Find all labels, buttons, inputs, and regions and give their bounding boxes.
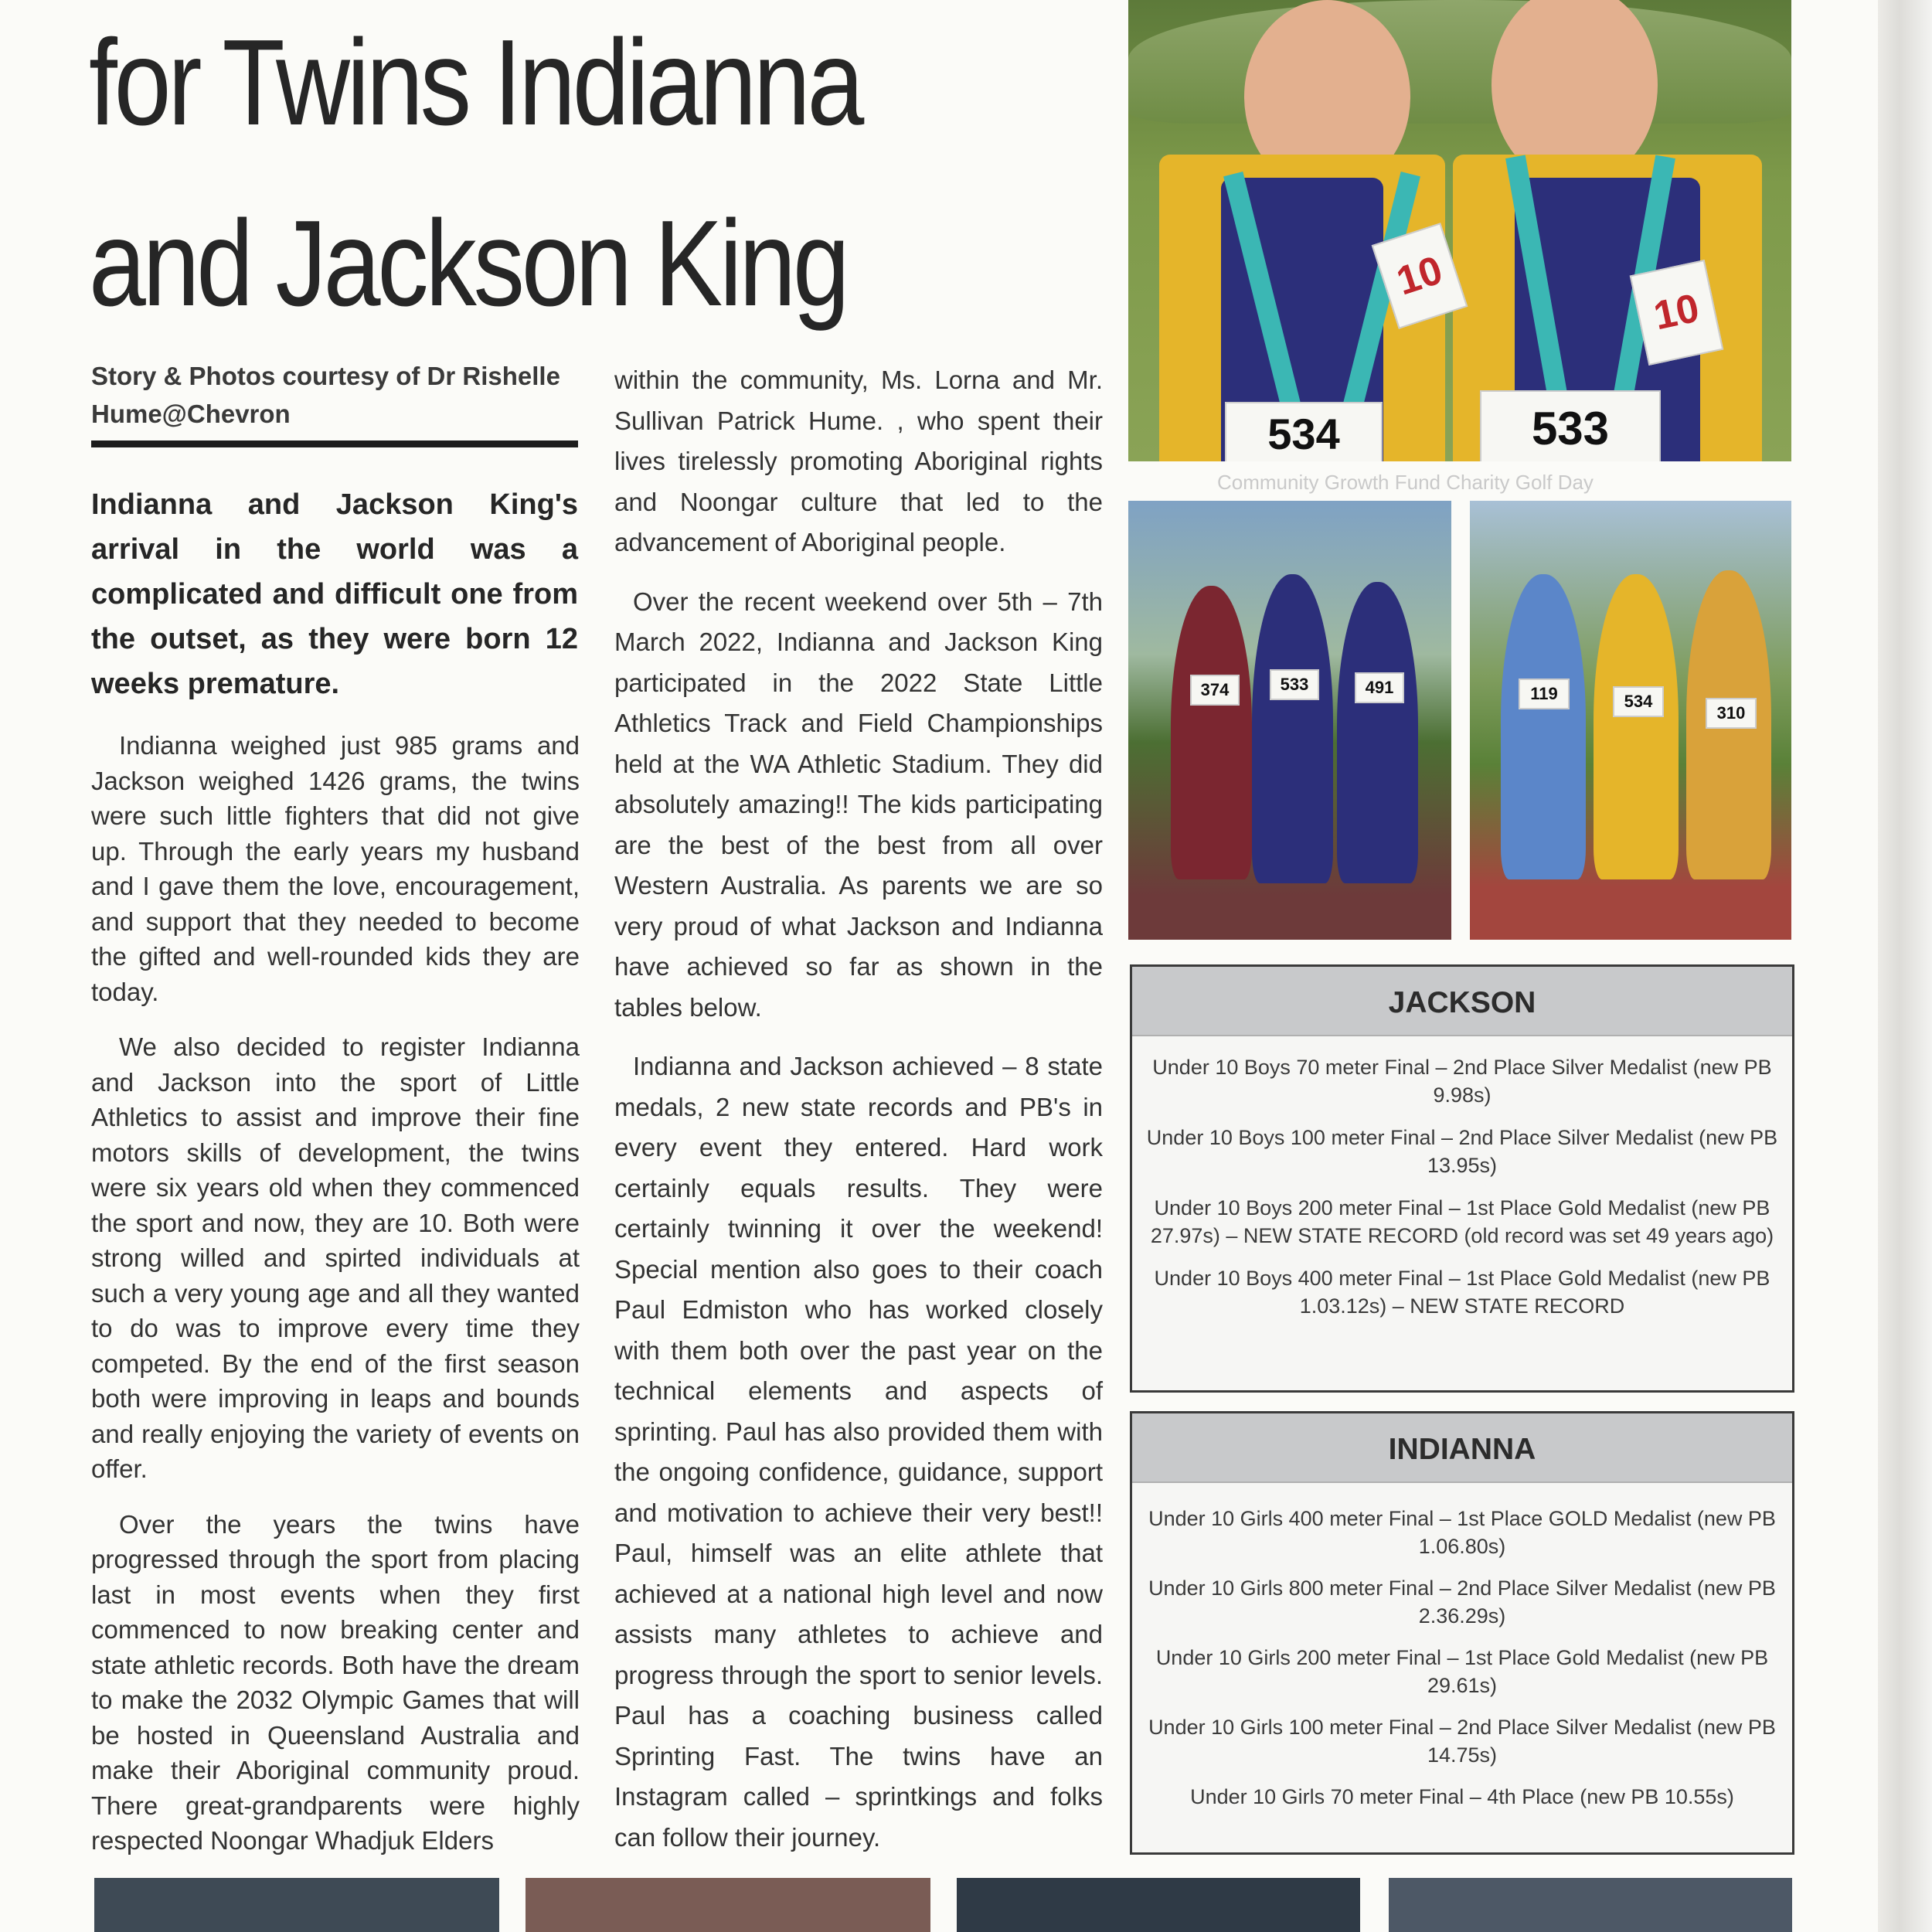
- result-item: Under 10 Boys 70 meter Final – 2nd Place Silver Medalist (new PB 9.98s): [1152, 1056, 1772, 1107]
- race-bib: 491: [1355, 672, 1404, 703]
- bottom-photo-3: [957, 1878, 1360, 1932]
- girl-athlete: [1501, 574, 1586, 879]
- page-edge: [1878, 0, 1932, 1932]
- result-item: Under 10 Boys 100 meter Final – 2nd Place Silver Medalist (new PB 13.95s): [1146, 1126, 1778, 1177]
- paragraph: We also decided to register Indianna and Jackson into the sport of Little Athletics to assist and improve their fine motors skills of development, the twins were six years old when they commenced the sport and now, they are 10. Both were strong willed and spirted individuals at such a very young age and all they wanted to do was to improve every time they competed. By the end of the first season both were improving in leaps and bounds and really enjoying the variety of events on offer.: [91, 1032, 580, 1483]
- byline: Story & Photos courtesy of Dr Rishelle Hume@Chevron: [91, 362, 560, 428]
- race-bib: 374: [1190, 675, 1240, 706]
- indianna-results-list: [1132, 1483, 1792, 1811]
- lead-paragraph: Indianna and Jackson King's arrival in the world was a complicated and difficult one from the outset, as they were born 12 weeks premature.: [91, 488, 578, 700]
- result-item: Under 10 Girls 100 meter Final – 2nd Place Silver Medalist (new PB 14.75s): [1148, 1716, 1776, 1767]
- twins-medal-photo: [1128, 0, 1791, 461]
- boys-podium-photo: [1128, 501, 1451, 940]
- result-item: Under 10 Girls 400 meter Final – 1st Place GOLD Medalist (new PB 1.06.80s): [1148, 1507, 1776, 1558]
- race-bib: 534: [1613, 686, 1664, 717]
- boy-athlete: [1337, 582, 1418, 883]
- race-bib: 119: [1519, 679, 1570, 709]
- bottom-photo-2: [526, 1878, 930, 1932]
- paragraph: Indianna weighed just 985 grams and Jackson weighed 1426 grams, the twins were such little fighters that did not give up. Through the early years my husband and I gave them the love, encouragement, and support that they needed to become the gifted and well-rounded kids they are today.: [91, 731, 580, 1006]
- boy-athlete: [1171, 586, 1252, 879]
- race-bib: 533: [1270, 669, 1319, 700]
- article-column-2: [614, 360, 1103, 1876]
- result-item: Under 10 Boys 200 meter Final – 1st Place Gold Medalist (new PB 27.97s) – NEW STATE RECORD (old record was set 49 years ago): [1150, 1196, 1774, 1247]
- paragraph: Indianna and Jackson achieved – 8 state medals, 2 new state records and PB's in every event they entered. Hard work certainly equals results. They were certainly twinning it over the weekend! Special mention also goes to their coach Paul Edmiston who has worked closely with them both over the past year on the technical elements and aspects of sprinting. Paul has also provided them with the ongoing confidence, guidance, support and motivation to achieve their very best!! Paul, himself was an elite athlete that achieved at a national high level and now assists many athletes to achieve and progress through the sport to senior levels. Paul has a coaching business called Sprinting Fast. The twins have an Instagram called – sprintkings and folks can follow their journey.: [614, 1052, 1103, 1852]
- result-item: Under 10 Boys 400 meter Final – 1st Place Gold Medalist (new PB 1.03.12s) – NEW STATE RECORD: [1154, 1267, 1770, 1318]
- race-bib: 310: [1706, 698, 1757, 729]
- bleed-through-caption: Community Growth Fund Charity Golf Day: [1217, 471, 1594, 494]
- result-item: Under 10 Girls 800 meter Final – 2nd Place Silver Medalist (new PB 2.36.29s): [1148, 1577, 1776, 1628]
- bottom-photo-4: [1389, 1878, 1792, 1932]
- result-item: Under 10 Girls 200 meter Final – 1st Place Gold Medalist (new PB 29.61s): [1155, 1646, 1769, 1697]
- indianna-results-title: INDIANNA: [1132, 1413, 1792, 1483]
- bottom-photo-1: [94, 1878, 499, 1932]
- paragraph: Over the years the twins have progressed through the sport from placing last in most events when they first commenced to now breaking center and state athletic records. Both have the dream to make the 2032 Olympic Games that will be hosted in Queensland Australia and make their Aboriginal community proud. There great-grandparents were highly respected Noongar Whadjuk Elders: [91, 1509, 580, 1855]
- photo-background: [1128, 0, 1791, 124]
- paragraph: Over the recent weekend over 5th – 7th March 2022, Indianna and Jackson King participated in the 2022 State Little Athletics Track and Field Championships held at the WA Athletic Stadium. They did absolutely amazing!! The kids participating are the best of the best from all over Western Australia. As parents we are so very proud of what Jackson and Indianna have achieved so far as shown in the tables below.: [614, 587, 1103, 1022]
- byline-rule: [91, 440, 578, 447]
- race-bib: 10: [1372, 223, 1468, 328]
- jackson-results-list: [1132, 1036, 1792, 1320]
- article-column-1: [91, 728, 580, 1879]
- headline: [89, 0, 933, 354]
- girls-podium-photo: [1470, 501, 1791, 940]
- headline-line-1: for Twins Indianna: [89, 15, 862, 151]
- indianna-results-box: [1130, 1411, 1794, 1855]
- jackson-results-title: JACKSON: [1132, 967, 1792, 1036]
- result-item: Under 10 Girls 70 meter Final – 4th Place (new PB 10.55s): [1190, 1785, 1734, 1808]
- race-bib: 10: [1630, 260, 1724, 366]
- jackson-results-box: [1130, 964, 1794, 1393]
- race-bib: 533: [1480, 390, 1661, 461]
- race-bib: 534: [1225, 402, 1383, 461]
- paragraph: within the community, Ms. Lorna and Mr. Sullivan Patrick Hume. , who spent their lives tirelessly promoting Aboriginal rights and Noongar culture that led to the advancement of Aboriginal people.: [614, 366, 1103, 556]
- headline-line-2: and Jackson King: [89, 196, 847, 332]
- boy-athlete: [1252, 574, 1333, 883]
- girl-athlete: [1594, 574, 1679, 879]
